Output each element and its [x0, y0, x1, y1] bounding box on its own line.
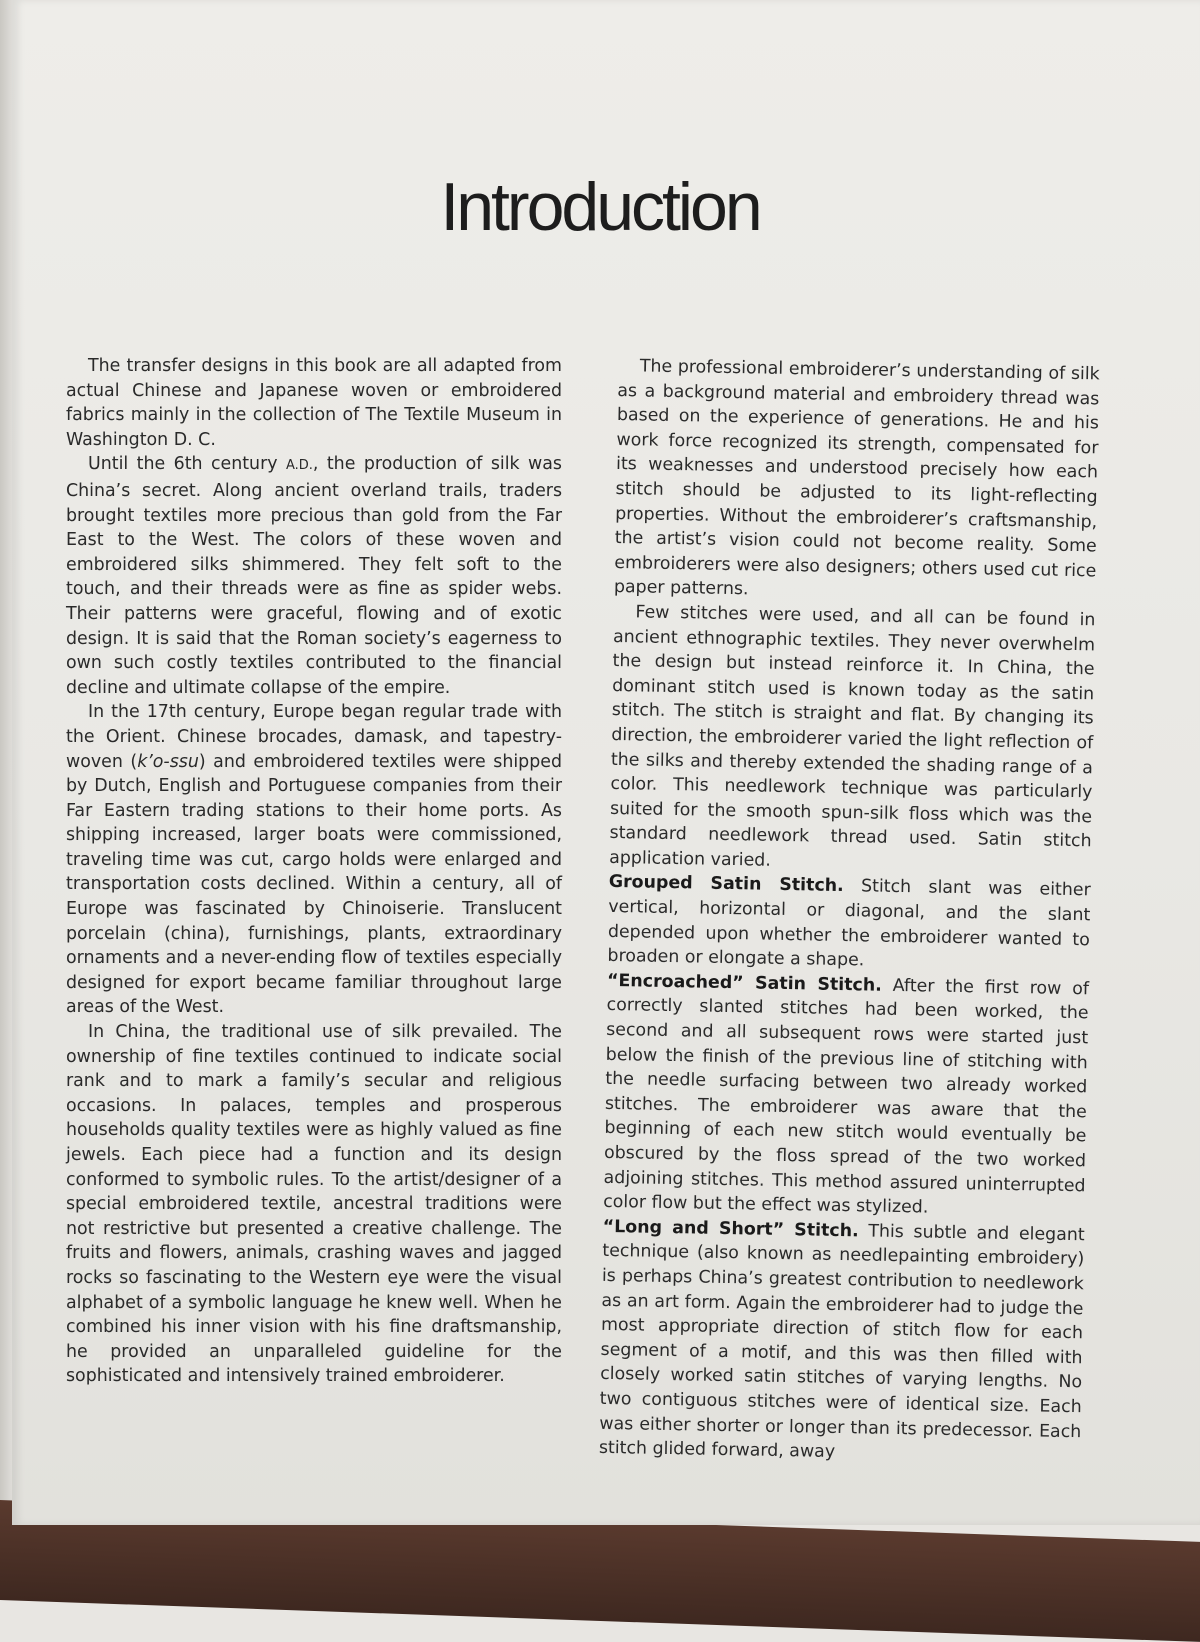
paragraph-text: After the first row of correctly slanted stitches had been worked, the second and all subsequent rows were started just below the finish of the previous line of stitching with the needle surfacing between two already worked stitches. The embroiderer was aware that the beginning of each new stitch would eventually be obscured by the floss spread of the two worked adjoining stitches. This method assured uninterrupted color flow but the effect was stylized. — [603, 975, 1090, 1218]
section-heading: “Long and Short” Stitch. — [602, 1216, 859, 1242]
paragraph-text: This subtle and elegant technique (also known as needlepainting embroidery) is perhaps China’s greatest contribution to needlework as an art form. Again the embroiderer had to judge the most appropriate direction of stitch flow for each segment of a motif, and this was then filled with closely worked satin stitches of varying lengths. No two contiguous stitches were of identical size. Each was either shorter or longer than its predecessor. Each stitch glided forward, away — [598, 1221, 1085, 1463]
paragraph-text: Stitch slant was either vertical, horizontal or diagonal, and the slant depended upon whether the embroiderer wanted to broaden or elongate a shape. — [607, 876, 1091, 971]
paragraph-text: , the production of silk was China’s secret. Along ancient overland trails, traders brought textiles more precious than gold from the Far East to the West. The colors of these woven and embroidered silks shimmered. They felt soft to the touch, and their threads were as fine as spider webs. Their patterns were graceful, flowing and of exotic design. It is said that the Roman society’s eagerness to own such costly textiles contributed to the financial decline and ultimate collapse of the empire. — [66, 454, 562, 698]
right-column — [599, 354, 1100, 1469]
paragraph — [66, 354, 562, 452]
paragraph — [609, 600, 1096, 879]
era-abbreviation: A.D. — [285, 458, 313, 474]
section-heading: Grouped Satin Stitch. — [608, 872, 844, 897]
section-heading: “Encroached” Satin Stitch. — [606, 970, 883, 996]
paragraph-text: Until the 6th century — [88, 454, 286, 475]
paragraph — [603, 969, 1089, 1223]
paragraph — [66, 452, 562, 700]
left-column — [66, 354, 562, 1389]
paragraph-text: In China, the traditional use of silk prevailed. The ownership of fine textiles continued to indicate social rank and to mark a family’s secular and religious occasions. In palaces, temples and prosperous households quality textiles were as highly valued as fine jewels. Each piece had a function and its design conformed to symbolic rules. To the artist/designer of a special embroidered textile, ancestral traditions were not restrictive but presented a creative challenge. The fruits and flowers, animals, crashing waves and jagged rocks so fascinating to the Western eye were the visual alphabet of a symbolic language he knew well. When he combined his inner vision with his fine draftsmanship, he provided an unparalleled guideline for the sophisticated and intensively trained embroiderer. — [66, 1022, 562, 1387]
paragraph-text: The professional embroiderer’s understanding of silk as a background material and embroidery thread was based on the experience of generations. He and his work force recognized its strength, compensated for its weaknesses and understood precisely how each stitch should be adjusted to its light-reflecting properties. Without the embroiderer’s craftsmanship, the artist’s vision could not become reality. Some embroiderers were also designers; others used cut rice paper patterns. — [613, 356, 1100, 600]
paragraph-text: The transfer designs in this book are all adapted from actual Chinese and Japanese woven or embroidered fabrics mainly in the collection of The Textile Museum in Washington D. C. — [66, 356, 562, 450]
paragraph — [66, 1020, 562, 1389]
paragraph — [607, 870, 1091, 977]
italic-term: k’o-ssu — [137, 751, 199, 772]
paragraph — [614, 354, 1100, 608]
page-title: Introduction — [440, 169, 760, 245]
paragraph-text: In the 17th century, Europe began regular trade with the Orient. Chinese brocades, damask, and tapestry-woven ( — [66, 702, 562, 772]
paragraph — [599, 1215, 1085, 1469]
paragraph-text: ) and embroidered textiles were shipped by Dutch, English and Portuguese companies from their Far Eastern trading stations to their home ports. As shipping increased, larger boats were commissioned, traveling time was cut, cargo holds were enlarged and transportation costs declined. Within a century, all of Europe was fascinated by Chinoiserie. Translucent porcelain (china), furnishings, plants, extraordinary ornaments and a never-ending flow of textiles especially designed for export became familiar throughout large areas of the West. — [66, 751, 562, 1018]
paragraph — [66, 700, 562, 1020]
paragraph-text: Few stitches were used, and all can be found in ancient ethnographic textiles. They never overwhelm the design but instead reinforce it. In China, the dominant stitch used is known today as the satin stitch. The stitch is straight and flat. By changing its direction, the embroiderer varied the light reflection of the silks and thereby extended the shading range of a color. This needlework technique was particularly suited for the smooth spun-silk floss which was the standard needlework thread used. Satin stitch application varied. — [609, 602, 1096, 871]
